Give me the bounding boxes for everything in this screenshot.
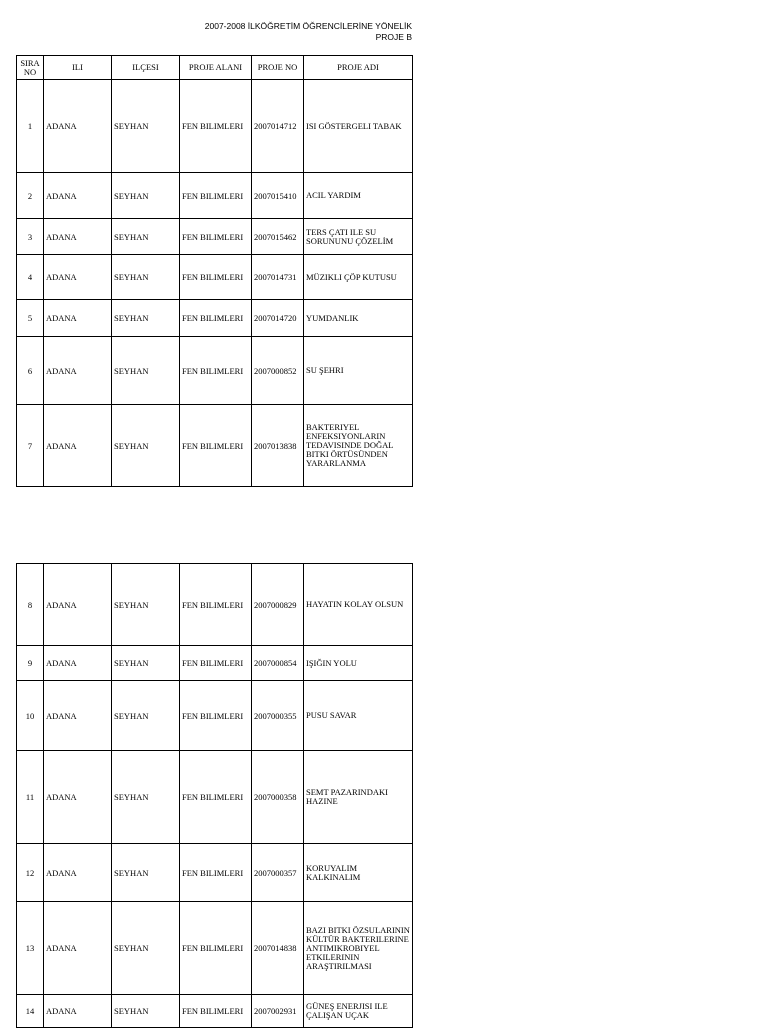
row-il: ADANA [44,255,112,300]
row-proje-no: 2007000355 [252,681,304,751]
row-ilce: SEYHAN [112,337,180,405]
row-il: ADANA [44,337,112,405]
row-proje-adi: BAZI BITKI ÖZSULARININ KÜLTÜR BAKTERILERINE ANTIMIKROBIYEL ETKILERININ ARAŞTIRILMASI [304,902,413,995]
row-proje-alani: FEN BILIMLERI [180,995,252,1028]
title-line-1: 2007-2008 İLKÖĞRETİM ÖĞRENCİLERİNE YÖNELİK [204,21,412,31]
row-proje-no: 2007000358 [252,751,304,844]
row-ilce: SEYHAN [112,751,180,844]
row-proje-alani: FEN BILIMLERI [180,300,252,337]
row-proje-adi: HAYATIN KOLAY OLSUN [304,564,413,646]
row-proje-alani: FEN BILIMLERI [180,681,252,751]
projects-table-section-2 [16,563,413,1028]
row-il: ADANA [44,902,112,995]
row-il: ADANA [44,173,112,219]
row-proje-alani: FEN BILIMLERI [180,405,252,487]
row-il: ADANA [44,219,112,255]
row-proje-no: 2007000357 [252,844,304,902]
row-proje-no: 2007002931 [252,995,304,1028]
row-ilce: SEYHAN [112,902,180,995]
row-proje-alani: FEN BILIMLERI [180,80,252,173]
row-proje-adi: BAKTERIYEL ENFEKSIYONLARIN TEDAVISINDE DOĞAL BITKI ÖRTÜSÜNDEN YARARLANMA [304,405,413,487]
projects-table-section-1 [16,55,413,487]
row-proje-no: 2007015462 [252,219,304,255]
header-proje-alani: PROJE ALANI [180,56,252,80]
header-proje-no: PROJE NO [252,56,304,80]
row-proje-adi: YUMDANLIK [304,300,413,337]
table-row [17,337,413,405]
row-proje-alani: FEN BILIMLERI [180,844,252,902]
row-ilce: SEYHAN [112,80,180,173]
table-row [17,173,413,219]
row-il: ADANA [44,300,112,337]
row-il: ADANA [44,646,112,681]
row-proje-alani: FEN BILIMLERI [180,337,252,405]
row-il: ADANA [44,405,112,487]
row-number: 5 [17,300,44,337]
table-row [17,300,413,337]
row-proje-no: 2007014720 [252,300,304,337]
row-proje-alani: FEN BILIMLERI [180,751,252,844]
table-row [17,405,413,487]
row-il: ADANA [44,80,112,173]
row-proje-no: 2007014731 [252,255,304,300]
row-number: 11 [17,751,44,844]
table-row [17,902,413,995]
row-il: ADANA [44,844,112,902]
row-number: 2 [17,173,44,219]
row-il: ADANA [44,681,112,751]
table-row [17,80,413,173]
row-proje-no: 2007000829 [252,564,304,646]
row-proje-alani: FEN BILIMLERI [180,219,252,255]
header-row [17,56,413,80]
row-proje-adi: TERS ÇATI ILE SU SORUNUNU ÇÖZELİM [304,219,413,255]
row-il: ADANA [44,751,112,844]
header-ilcesi: ILÇESI [112,56,180,80]
row-proje-no: 2007015410 [252,173,304,219]
row-proje-no: 2007000852 [252,337,304,405]
row-ilce: SEYHAN [112,646,180,681]
header-proje-adi: PROJE ADI [304,56,413,80]
row-proje-no: 2007000854 [252,646,304,681]
row-proje-no: 2007013838 [252,405,304,487]
document-title [120,21,412,43]
row-proje-adi: ACIL YARDIM [304,173,413,219]
row-number: 13 [17,902,44,995]
row-number: 3 [17,219,44,255]
row-proje-adi: SU ŞEHRI [304,337,413,405]
row-proje-no: 2007014838 [252,902,304,995]
table-row [17,255,413,300]
row-proje-adi: MÜZIKLI ÇÖP KUTUSU [304,255,413,300]
row-ilce: SEYHAN [112,300,180,337]
row-proje-adi: SEMT PAZARINDAKI HAZINE [304,751,413,844]
row-il: ADANA [44,995,112,1028]
row-number: 10 [17,681,44,751]
row-number: 8 [17,564,44,646]
row-proje-adi: ISI GÖSTERGELI TABAK [304,80,413,173]
row-number: 1 [17,80,44,173]
table-row [17,219,413,255]
row-proje-adi: PUSU SAVAR [304,681,413,751]
row-proje-adi: GÜNEŞ ENERJISI ILE ÇALIŞAN UÇAK [304,995,413,1028]
row-number: 4 [17,255,44,300]
header-sira-no: SIRA NO [17,56,44,80]
row-proje-no: 2007014712 [252,80,304,173]
row-ilce: SEYHAN [112,405,180,487]
row-proje-alani: FEN BILIMLERI [180,902,252,995]
row-ilce: SEYHAN [112,173,180,219]
row-ilce: SEYHAN [112,995,180,1028]
table-row [17,995,413,1028]
row-il: ADANA [44,564,112,646]
row-proje-adi: KORUYALIM KALKINALIM [304,844,413,902]
title-line-2: PROJE B [375,32,412,42]
row-proje-adi: IŞIĞIN YOLU [304,646,413,681]
row-ilce: SEYHAN [112,219,180,255]
table-row [17,646,413,681]
row-proje-alani: FEN BILIMLERI [180,255,252,300]
header-ili: ILI [44,56,112,80]
row-number: 6 [17,337,44,405]
row-number: 9 [17,646,44,681]
row-proje-alani: FEN BILIMLERI [180,564,252,646]
row-number: 7 [17,405,44,487]
row-ilce: SEYHAN [112,564,180,646]
row-number: 14 [17,995,44,1028]
row-number: 12 [17,844,44,902]
row-ilce: SEYHAN [112,844,180,902]
row-ilce: SEYHAN [112,255,180,300]
row-ilce: SEYHAN [112,681,180,751]
row-proje-alani: FEN BILIMLERI [180,173,252,219]
row-proje-alani: FEN BILIMLERI [180,646,252,681]
table-row [17,564,413,646]
table-row [17,681,413,751]
table-row [17,751,413,844]
table-row [17,844,413,902]
